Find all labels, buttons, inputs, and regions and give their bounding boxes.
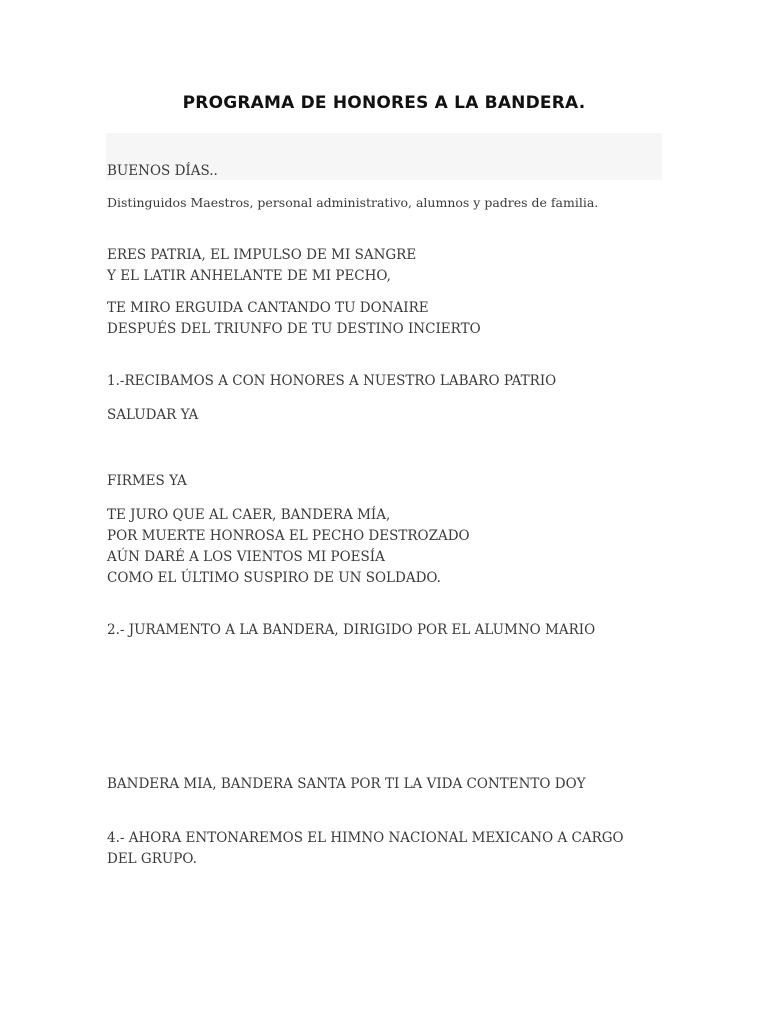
verse-1 bbox=[107, 245, 416, 287]
verse-line: Y EL LATIR ANHELANTE DE MI PECHO, bbox=[107, 268, 391, 284]
verse-line: TE MIRO ERGUIDA CANTANDO TU DONAIRE bbox=[107, 300, 429, 316]
command-salute: SALUDAR YA bbox=[107, 407, 199, 423]
verse-line: AÚN DARÉ A LOS VIENTOS MI POESÍA bbox=[107, 549, 385, 565]
verse-line: TE JURO QUE AL CAER, BANDERA MÍA, bbox=[107, 507, 391, 523]
page-title: PROGRAMA DE HONORES A LA BANDERA. bbox=[182, 93, 586, 113]
verse-line: DESPUÉS DEL TRIUNFO DE TU DESTINO INCIERTO bbox=[107, 321, 481, 337]
verse-line: POR MUERTE HONROSA EL PECHO DESTROZADO bbox=[107, 528, 470, 544]
verse-line: COMO EL ÚLTIMO SUSPIRO DE UN SOLDADO. bbox=[107, 570, 441, 586]
verse-2 bbox=[107, 298, 481, 340]
step-2-text: 2.- JURAMENTO A LA BANDERA, DIRIGIDO POR EL ALUMNO MARIO bbox=[107, 622, 596, 638]
step-4-text: 4.- AHORA ENTONAREMOS EL HIMNO NACIONAL MEXICANO A CARGO DEL GRUPO. bbox=[107, 830, 624, 867]
pledge-text: BANDERA MIA, BANDERA SANTA POR TI LA VIDA CONTENTO DOY bbox=[107, 776, 586, 792]
audience-text: Distinguidos Maestros, personal administrativo, alumnos y padres de familia. bbox=[107, 195, 599, 210]
greeting-text: BUENOS DÍAS.. bbox=[107, 163, 218, 179]
step-1-text: 1.-RECIBAMOS A CON HONORES A NUESTRO LABARO PATRIO bbox=[107, 373, 557, 389]
verse-line: ERES PATRIA, EL IMPULSO DE MI SANGRE bbox=[107, 247, 417, 263]
verse-3 bbox=[107, 505, 470, 589]
command-attention: FIRMES YA bbox=[107, 473, 187, 489]
